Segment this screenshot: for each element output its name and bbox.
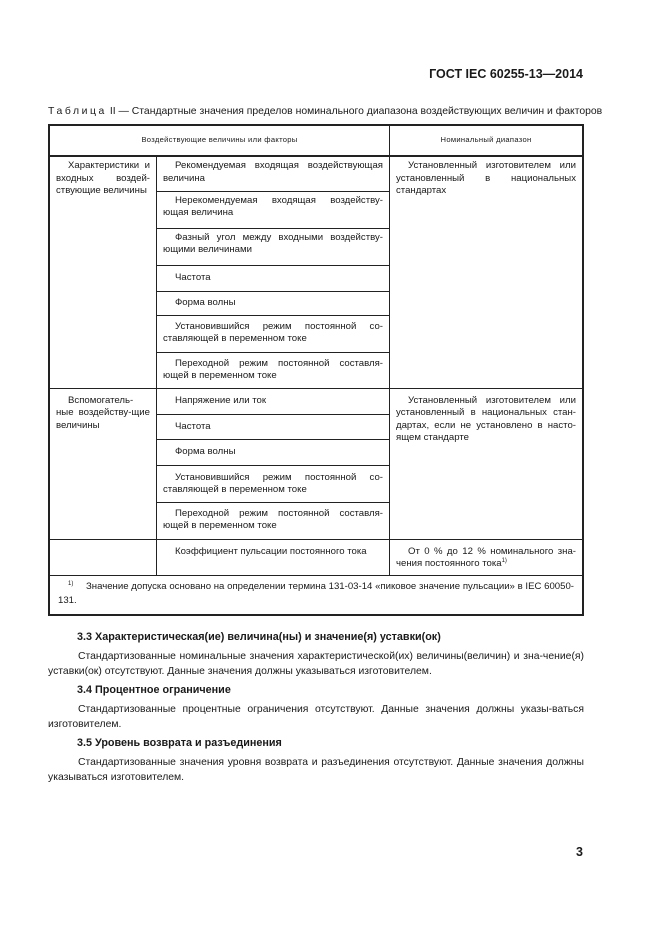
table-caption: [48, 106, 602, 117]
range-cell: [390, 156, 584, 388]
param-cell: [157, 414, 390, 439]
footnote-cell: [49, 575, 583, 615]
param-text: Фазный угол между входными воздейству-ющими величинами: [163, 231, 383, 256]
table-caption-prefix: Таблица: [48, 106, 107, 117]
param-text: Переходной режим постоянной составля-ющей в переменном токе: [163, 357, 383, 382]
table-row: [49, 388, 583, 414]
param-text: Установившийся режим постоянной со-ставляющей в переменном токе: [163, 320, 383, 345]
category-cell-empty: [49, 539, 157, 575]
param-text: Рекомендуемая входящая воздействующая величина: [163, 160, 383, 184]
param-cell: [157, 156, 390, 191]
param-cell: [157, 315, 390, 352]
column-header-factors: Воздействующие величины или факторы: [49, 125, 390, 156]
document-code: ГОСТ IEC 60255-13—2014: [429, 67, 583, 81]
param-cell: [157, 388, 390, 414]
footnote-text: Значение допуска основано на определении термина 131-03-14 «пиковое значение пульсации» в IEC 60050-131.: [58, 580, 574, 606]
footnote-row: [49, 575, 583, 615]
range-cell: [390, 388, 584, 539]
param-text: Форма волны: [175, 296, 236, 308]
param-cell: [157, 265, 390, 291]
param-cell: [157, 291, 390, 315]
category-main-inputs: Характеристики и входных воздей-ствующие величины: [56, 160, 150, 197]
param-cell: [157, 228, 390, 265]
param-text: Установившийся режим постоянной со-ставляющей в переменном токе: [163, 471, 383, 496]
footnote-reference: 1): [501, 557, 507, 564]
param-text: Напряжение или ток: [175, 394, 267, 406]
param-cell: [157, 465, 390, 502]
column-header-range: Номинальный диапазон: [390, 125, 584, 156]
footnote-mark: 1): [68, 580, 74, 587]
param-cell: [157, 502, 390, 539]
footnote-mark-box: [58, 580, 86, 594]
section-title: 3.3 Характеристическая(ие) величина(ны) и значение(я) уставки(ок): [77, 631, 441, 643]
param-text: Форма волны: [175, 445, 236, 457]
param-cell: [157, 191, 390, 228]
section-paragraph: [48, 755, 584, 785]
param-text: Частота: [175, 271, 211, 283]
range-text: Установленный изготовителем или установленный в национальных стандартах: [396, 160, 576, 197]
param-text: Коэффициент пульсации постоянного тока: [175, 545, 367, 557]
section-paragraph: [48, 702, 584, 732]
category-auxiliary: Вспомогатель-ные воздейству-щие величины: [56, 394, 150, 431]
range-text: Установленный изготовителем или установленный в национальных стан-дартах, если не установлено в насто-ящем стандарте: [396, 394, 576, 444]
category-cell: [49, 388, 157, 539]
table-row: [49, 156, 583, 191]
paragraph-text: Стандартизованные номинальные значения характеристической(их) величины(величин) и зна-чение(я) уставки(ок) отсутствуют. Данные значения должны указываться изготовителем.: [48, 651, 584, 677]
paragraph-text: Стандартизованные процентные ограничения отсутствуют. Данные значения должны указы-ваться изготовителем.: [48, 704, 584, 730]
param-text: Переходной режим постоянной составля-ющей в переменном токе: [163, 507, 383, 532]
section-title: 3.5 Уровень возврата и разъединения: [77, 737, 282, 749]
paragraph-text: Стандартизованные значения уровня возврата и разъединения отсутствуют. Данные значения должны указываться изготовителем.: [48, 757, 584, 783]
ripple-range-text: От 0 % до 12 % номинального зна-чения постоянного тока: [396, 545, 576, 570]
table-row: [49, 539, 583, 575]
table-header-row: [49, 125, 583, 156]
parameters-table: [48, 124, 584, 616]
param-text: Нерекомендуемая входящая воздейству-ющая величина: [163, 194, 383, 219]
section-paragraph: [48, 649, 584, 679]
range-cell: [390, 539, 584, 575]
category-cell: [49, 156, 157, 388]
table-caption-text: II — Стандартные значения пределов номинального диапазона воздействующих величин и факторов: [106, 106, 603, 117]
page-number: 3: [576, 845, 583, 859]
section-title: 3.4 Процентное ограничение: [77, 684, 231, 696]
param-cell: [157, 539, 390, 575]
param-cell: [157, 352, 390, 388]
param-cell: [157, 439, 390, 465]
param-text: Частота: [175, 420, 211, 432]
range-text: [390, 540, 582, 571]
